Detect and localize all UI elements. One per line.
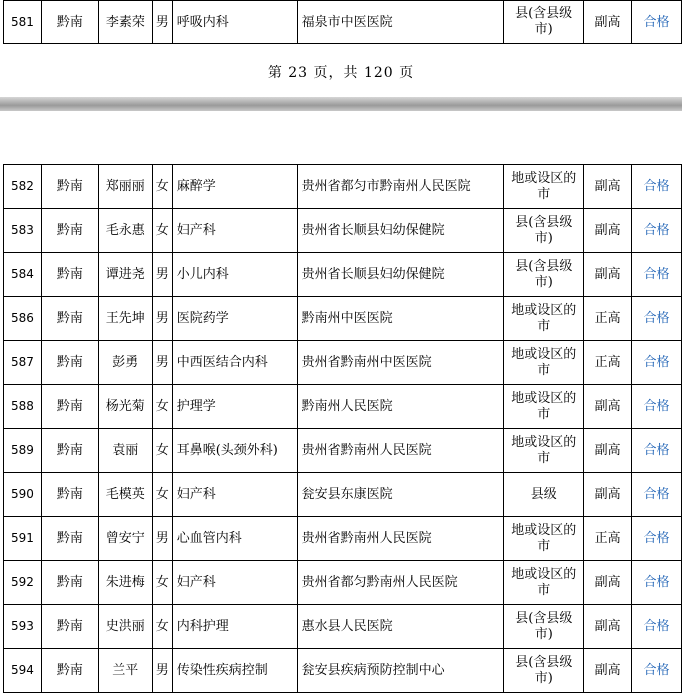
results-table (3, 164, 682, 693)
person-name-cell: 郑丽丽 (98, 165, 152, 209)
title-grade-cell: 副高 (584, 473, 632, 517)
review-result-cell: 合格 (632, 473, 682, 517)
city-cell: 黔南 (41, 429, 98, 473)
title-grade-cell: 副高 (584, 429, 632, 473)
review-result-cell: 合格 (632, 605, 682, 649)
row-number-cell: 592 (4, 561, 42, 605)
table-row (4, 605, 682, 649)
person-name-cell: 兰平 (98, 649, 152, 693)
table-row (4, 561, 682, 605)
page-separator (0, 97, 682, 111)
city-cell: 黔南 (41, 209, 98, 253)
person-name-cell: 谭进尧 (98, 253, 152, 297)
table-row (4, 517, 682, 561)
table-row (4, 165, 682, 209)
city-cell: 黔南 (41, 297, 98, 341)
title-grade-cell: 副高 (584, 385, 632, 429)
person-name-cell: 李素荣 (98, 1, 152, 44)
major-cell: 耳鼻喉(头颈外科) (172, 429, 297, 473)
work-unit-cell: 贵州省长顺县妇幼保健院 (297, 253, 504, 297)
row-number-cell: 593 (4, 605, 42, 649)
table-row (4, 253, 682, 297)
row-number-cell: 581 (4, 1, 42, 44)
sex-cell: 女 (152, 165, 172, 209)
person-name-cell: 史洪丽 (98, 605, 152, 649)
review-result-cell: 合格 (632, 297, 682, 341)
city-cell: 黔南 (41, 561, 98, 605)
major-cell: 呼吸内科 (172, 1, 297, 44)
unit-level-cell: 县(含县级市) (504, 209, 584, 253)
table-row (4, 209, 682, 253)
sex-cell: 女 (152, 385, 172, 429)
work-unit-cell: 黔南州中医医院 (297, 297, 504, 341)
work-unit-cell: 贵州省长顺县妇幼保健院 (297, 209, 504, 253)
work-unit-cell: 黔南州人民医院 (297, 385, 504, 429)
row-number-cell: 582 (4, 165, 42, 209)
review-result-cell: 合格 (632, 561, 682, 605)
work-unit-cell: 瓮安县东康医院 (297, 473, 504, 517)
unit-level-cell: 县级 (504, 473, 584, 517)
work-unit-cell: 贵州省黔南州人民医院 (297, 429, 504, 473)
person-name-cell: 王先坤 (98, 297, 152, 341)
title-grade-cell: 副高 (584, 165, 632, 209)
table-row (4, 429, 682, 473)
unit-level-cell: 地或设区的市 (504, 429, 584, 473)
sex-cell: 女 (152, 429, 172, 473)
city-cell: 黔南 (41, 1, 98, 44)
work-unit-cell: 贵州省黔南州人民医院 (297, 517, 504, 561)
sex-cell: 女 (152, 561, 172, 605)
city-cell: 黔南 (41, 341, 98, 385)
review-result-cell: 合格 (632, 649, 682, 693)
table-row (4, 385, 682, 429)
sex-cell: 男 (152, 297, 172, 341)
major-cell: 小儿内科 (172, 253, 297, 297)
title-grade-cell: 正高 (584, 517, 632, 561)
review-result-cell: 合格 (632, 209, 682, 253)
person-name-cell: 袁丽 (98, 429, 152, 473)
major-cell: 传染性疾病控制 (172, 649, 297, 693)
table-row (4, 649, 682, 693)
row-number-cell: 584 (4, 253, 42, 297)
page-number: 第 23 页，共 120 页 (267, 65, 415, 81)
sex-cell: 女 (152, 473, 172, 517)
unit-level-cell: 县(含县级市) (504, 1, 584, 44)
table-row (4, 341, 682, 385)
row-number-cell: 590 (4, 473, 42, 517)
work-unit-cell: 瓮安县疾病预防控制中心 (297, 649, 504, 693)
city-cell: 黔南 (41, 165, 98, 209)
sex-cell: 男 (152, 517, 172, 561)
unit-level-cell: 地或设区的市 (504, 341, 584, 385)
sex-cell: 男 (152, 253, 172, 297)
review-result-cell: 合格 (632, 517, 682, 561)
row-number-cell: 588 (4, 385, 42, 429)
title-grade-cell: 副高 (584, 649, 632, 693)
review-result-cell: 合格 (632, 253, 682, 297)
title-grade-cell: 副高 (584, 209, 632, 253)
review-result-cell: 合格 (631, 1, 681, 44)
unit-level-cell: 地或设区的市 (504, 165, 584, 209)
title-grade-cell: 正高 (584, 341, 632, 385)
sex-cell: 男 (152, 1, 172, 44)
unit-level-cell: 地或设区的市 (504, 517, 584, 561)
table-row (4, 473, 682, 517)
unit-level-cell: 县(含县级市) (504, 649, 584, 693)
work-unit-cell: 惠水县人民医院 (297, 605, 504, 649)
unit-level-cell: 地或设区的市 (504, 561, 584, 605)
row-number-cell: 594 (4, 649, 42, 693)
major-cell: 护理学 (172, 385, 297, 429)
row-number-cell: 589 (4, 429, 42, 473)
person-name-cell: 毛模英 (98, 473, 152, 517)
major-cell: 妇产科 (172, 561, 297, 605)
title-grade-cell: 正高 (584, 297, 632, 341)
review-result-cell: 合格 (632, 165, 682, 209)
city-cell: 黔南 (41, 649, 98, 693)
row-number-cell: 583 (4, 209, 42, 253)
review-result-cell: 合格 (632, 429, 682, 473)
review-result-cell: 合格 (632, 341, 682, 385)
major-cell: 内科护理 (172, 605, 297, 649)
title-grade-cell: 副高 (584, 253, 632, 297)
unit-level-cell: 地或设区的市 (504, 297, 584, 341)
city-cell: 黔南 (41, 253, 98, 297)
sex-cell: 男 (152, 649, 172, 693)
major-cell: 中西医结合内科 (172, 341, 297, 385)
work-unit-cell: 贵州省都匀市黔南州人民医院 (297, 165, 504, 209)
title-grade-cell: 副高 (584, 561, 632, 605)
person-name-cell: 毛永惠 (98, 209, 152, 253)
major-cell: 妇产科 (172, 209, 297, 253)
major-cell: 麻醉学 (172, 165, 297, 209)
sex-cell: 男 (152, 341, 172, 385)
row-number-cell: 587 (4, 341, 42, 385)
work-unit-cell: 贵州省黔南州中医医院 (297, 341, 504, 385)
city-cell: 黔南 (41, 473, 98, 517)
major-cell: 心血管内科 (172, 517, 297, 561)
sex-cell: 女 (152, 209, 172, 253)
person-name-cell: 杨光菊 (98, 385, 152, 429)
review-result-cell: 合格 (632, 385, 682, 429)
results-table-top (3, 0, 682, 44)
person-name-cell: 彭勇 (98, 341, 152, 385)
work-unit-cell: 贵州省都匀黔南州人民医院 (297, 561, 504, 605)
person-name-cell: 曾安宁 (98, 517, 152, 561)
unit-level-cell: 地或设区的市 (504, 385, 584, 429)
title-grade-cell: 副高 (584, 605, 632, 649)
city-cell: 黔南 (41, 385, 98, 429)
row-number-cell: 591 (4, 517, 42, 561)
work-unit-cell: 福泉市中医医院 (297, 1, 504, 44)
unit-level-cell: 县(含县级市) (504, 605, 584, 649)
major-cell: 妇产科 (172, 473, 297, 517)
row-number-cell: 586 (4, 297, 42, 341)
table-row (4, 1, 682, 44)
table-row (4, 297, 682, 341)
unit-level-cell: 县(含县级市) (504, 253, 584, 297)
major-cell: 医院药学 (172, 297, 297, 341)
sex-cell: 女 (152, 605, 172, 649)
city-cell: 黔南 (41, 517, 98, 561)
city-cell: 黔南 (41, 605, 98, 649)
person-name-cell: 朱进梅 (98, 561, 152, 605)
title-grade-cell: 副高 (584, 1, 632, 44)
